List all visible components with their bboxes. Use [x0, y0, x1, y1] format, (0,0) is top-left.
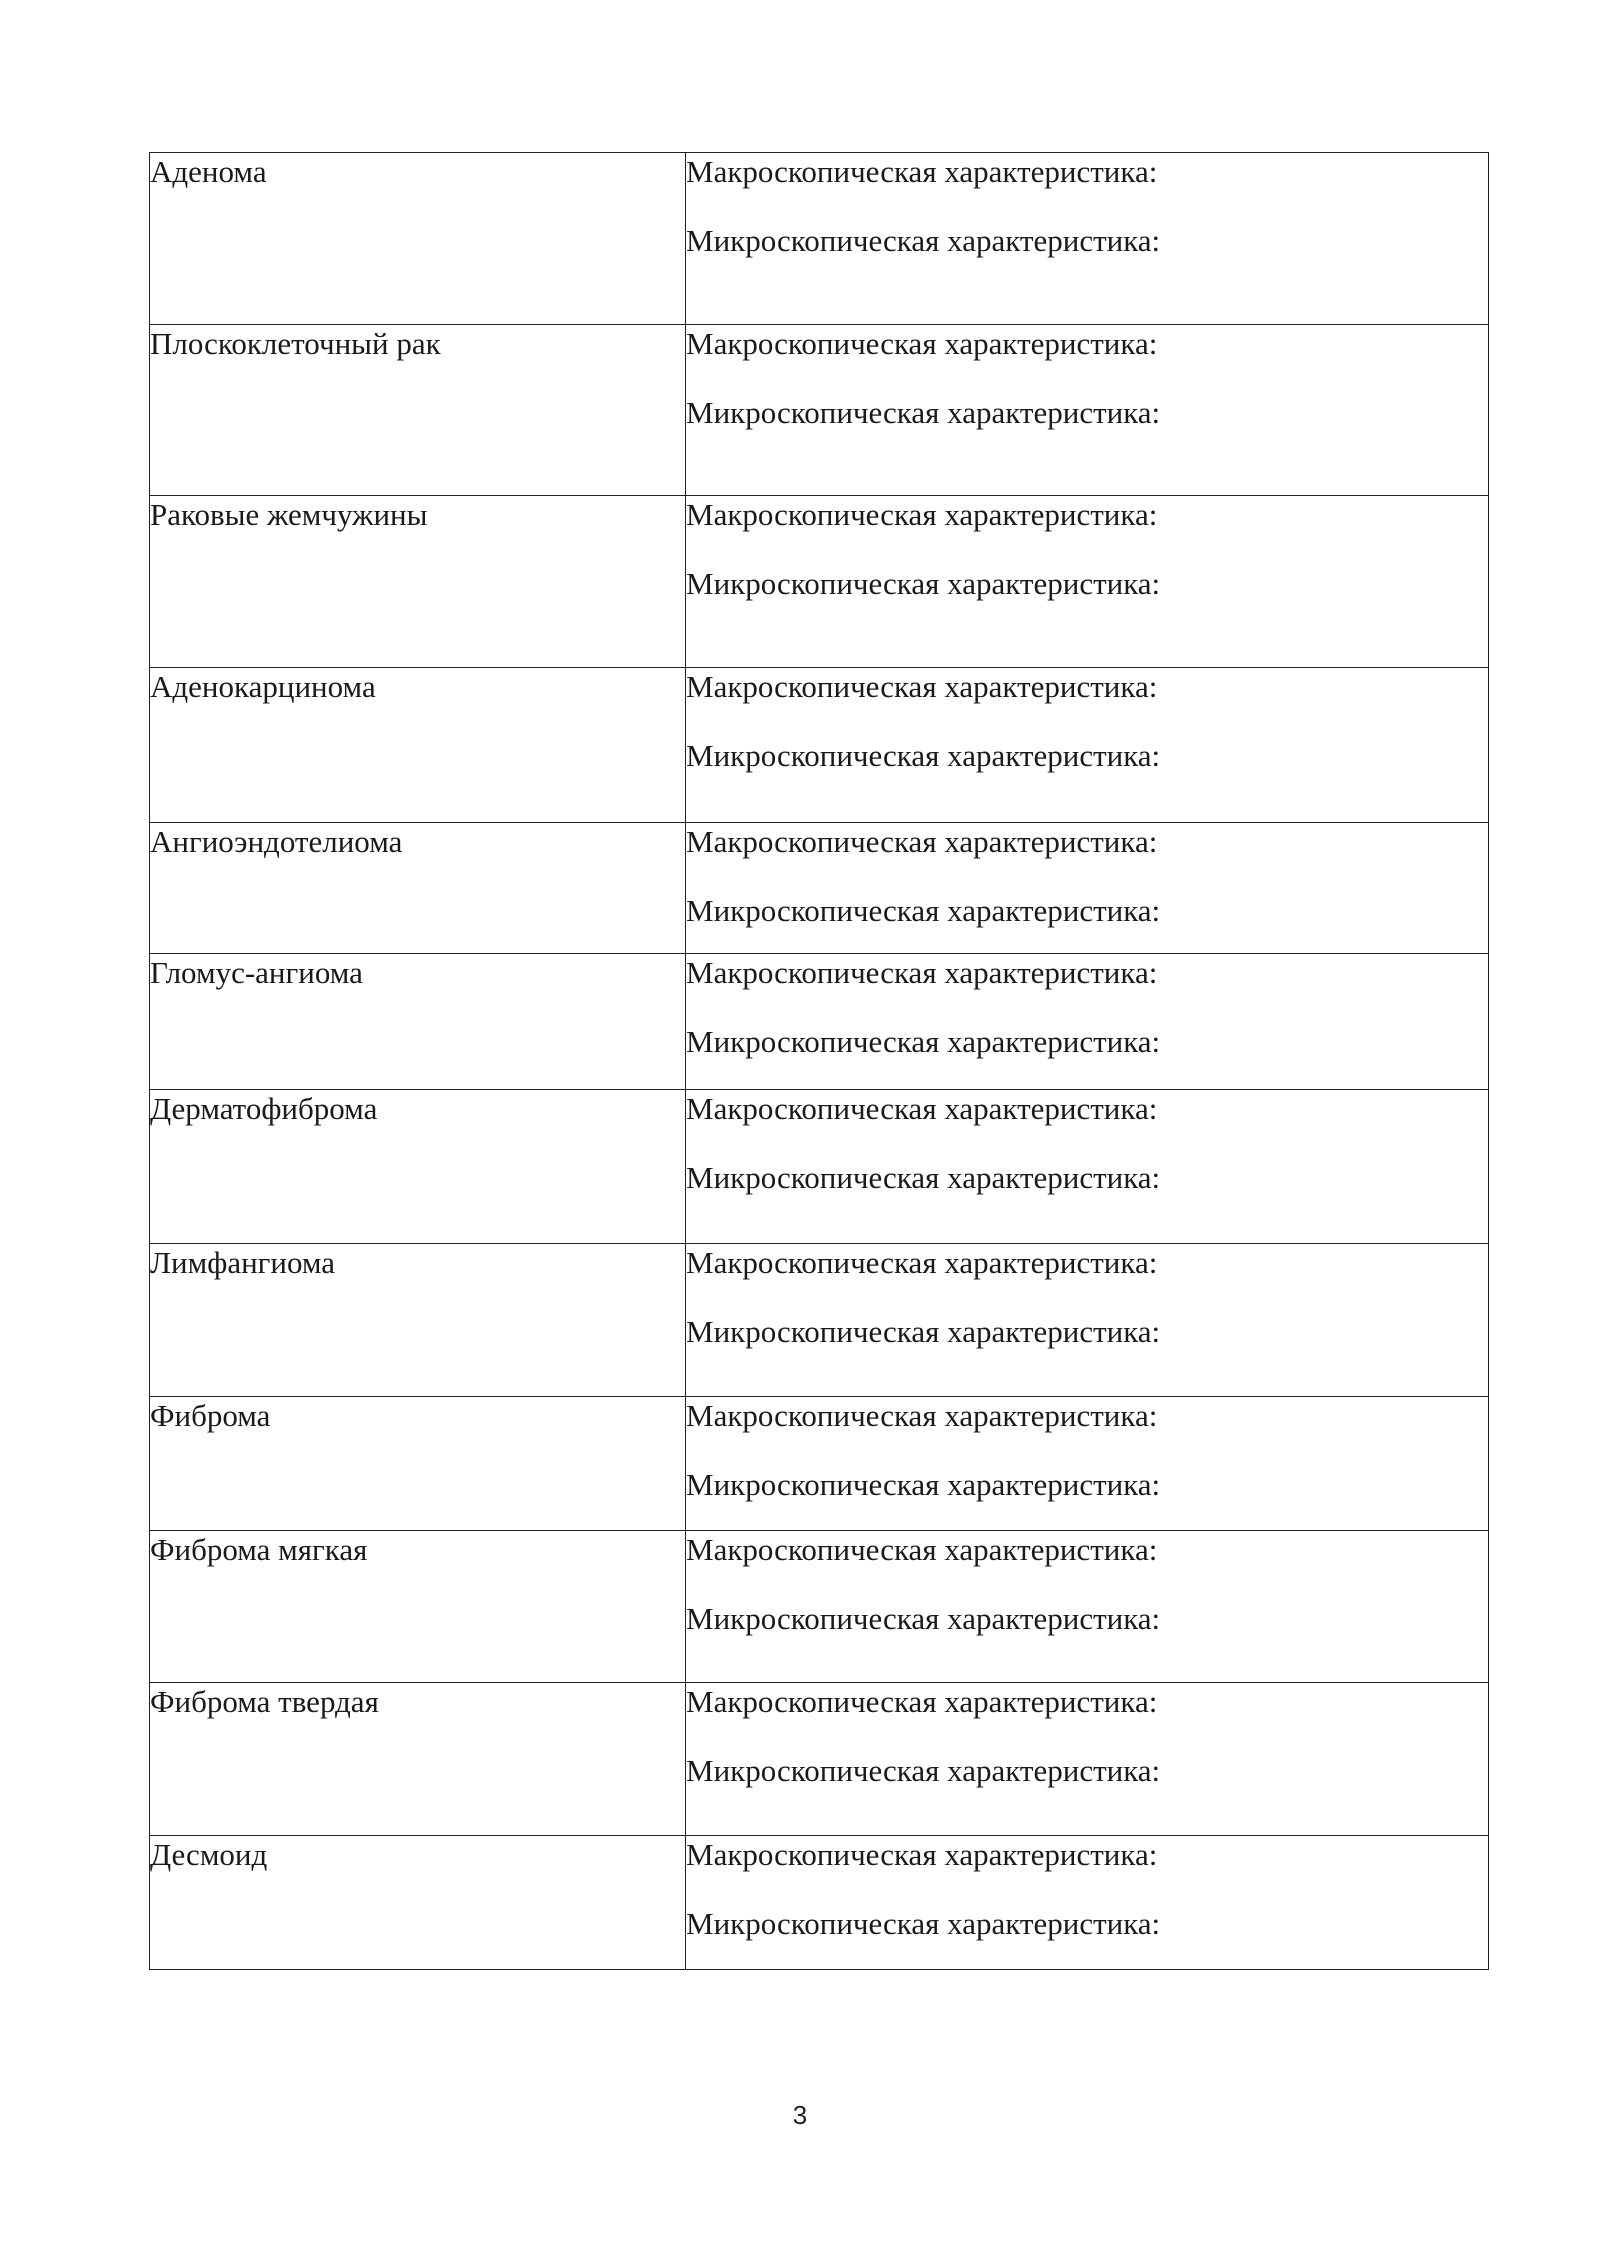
characteristics-cell[interactable] — [686, 1836, 1489, 1970]
microscopic-label: Микроскопическая характеристика: — [686, 1160, 1161, 1195]
microscopic-label: Микроскопическая характеристика: — [686, 893, 1161, 928]
tumor-name-cell: Ангиоэндотелиома — [150, 823, 686, 954]
characteristics-cell[interactable] — [686, 668, 1489, 823]
macroscopic-label: Макроскопическая характеристика: — [686, 955, 1158, 990]
microscopic-label: Микроскопическая характеристика: — [686, 1601, 1161, 1636]
characteristics-cell[interactable] — [686, 1531, 1489, 1683]
macroscopic-label: Макроскопическая характеристика: — [686, 326, 1158, 361]
table-row — [150, 1397, 1489, 1531]
macroscopic-label: Макроскопическая характеристика: — [686, 497, 1158, 532]
macroscopic-label: Макроскопическая характеристика: — [686, 824, 1158, 859]
tumor-name-cell: Плоскоклеточный рак — [150, 325, 686, 496]
microscopic-label: Микроскопическая характеристика: — [686, 1467, 1161, 1502]
macroscopic-label: Макроскопическая характеристика: — [686, 669, 1158, 704]
characteristics-cell[interactable] — [686, 496, 1489, 668]
microscopic-label: Микроскопическая характеристика: — [686, 1906, 1161, 1941]
characteristics-cell[interactable] — [686, 153, 1489, 325]
table-row — [150, 823, 1489, 954]
characteristics-cell[interactable] — [686, 1397, 1489, 1531]
microscopic-label: Микроскопическая характеристика: — [686, 566, 1161, 601]
characteristics-cell[interactable] — [686, 1244, 1489, 1397]
microscopic-label: Микроскопическая характеристика: — [686, 1753, 1161, 1788]
table-row — [150, 496, 1489, 668]
tumor-name-cell: Дерматофиброма — [150, 1090, 686, 1244]
tumor-name-cell: Аденома — [150, 153, 686, 325]
macroscopic-label: Макроскопическая характеристика: — [686, 1684, 1158, 1719]
microscopic-label: Микроскопическая характеристика: — [686, 395, 1161, 430]
table-row — [150, 1531, 1489, 1683]
macroscopic-label: Макроскопическая характеристика: — [686, 154, 1158, 189]
tumor-name-cell: Аденокарцинома — [150, 668, 686, 823]
tumor-name-cell: Гломус-ангиома — [150, 954, 686, 1090]
page-number: 3 — [792, 2100, 808, 2130]
characteristics-cell[interactable] — [686, 325, 1489, 496]
table-row — [150, 153, 1489, 325]
characteristics-cell[interactable] — [686, 1090, 1489, 1244]
tumor-name-cell: Десмоид — [150, 1836, 686, 1970]
table-row — [150, 325, 1489, 496]
table-row — [150, 954, 1489, 1090]
microscopic-label: Микроскопическая характеристика: — [686, 738, 1161, 773]
macroscopic-label: Макроскопическая характеристика: — [686, 1398, 1158, 1433]
characteristics-cell[interactable] — [686, 954, 1489, 1090]
tumor-name-cell: Фиброма мягкая — [150, 1531, 686, 1683]
macroscopic-label: Макроскопическая характеристика: — [686, 1091, 1158, 1126]
tumor-name-cell: Раковые жемчужины — [150, 496, 686, 668]
microscopic-label: Микроскопическая характеристика: — [686, 1024, 1161, 1059]
tumor-description-table — [149, 152, 1489, 1970]
table-row — [150, 668, 1489, 823]
macroscopic-label: Макроскопическая характеристика: — [686, 1245, 1158, 1280]
characteristics-cell[interactable] — [686, 1683, 1489, 1836]
table-row — [150, 1836, 1489, 1970]
macroscopic-label: Макроскопическая характеристика: — [686, 1532, 1158, 1567]
table-row — [150, 1090, 1489, 1244]
microscopic-label: Микроскопическая характеристика: — [686, 223, 1161, 258]
macroscopic-label: Макроскопическая характеристика: — [686, 1837, 1158, 1872]
table-row — [150, 1683, 1489, 1836]
table-row — [150, 1244, 1489, 1397]
characteristics-cell[interactable] — [686, 823, 1489, 954]
tumor-name-cell: Фиброма твердая — [150, 1683, 686, 1836]
microscopic-label: Микроскопическая характеристика: — [686, 1314, 1161, 1349]
tumor-name-cell: Лимфангиома — [150, 1244, 686, 1397]
tumor-name-cell: Фиброма — [150, 1397, 686, 1531]
